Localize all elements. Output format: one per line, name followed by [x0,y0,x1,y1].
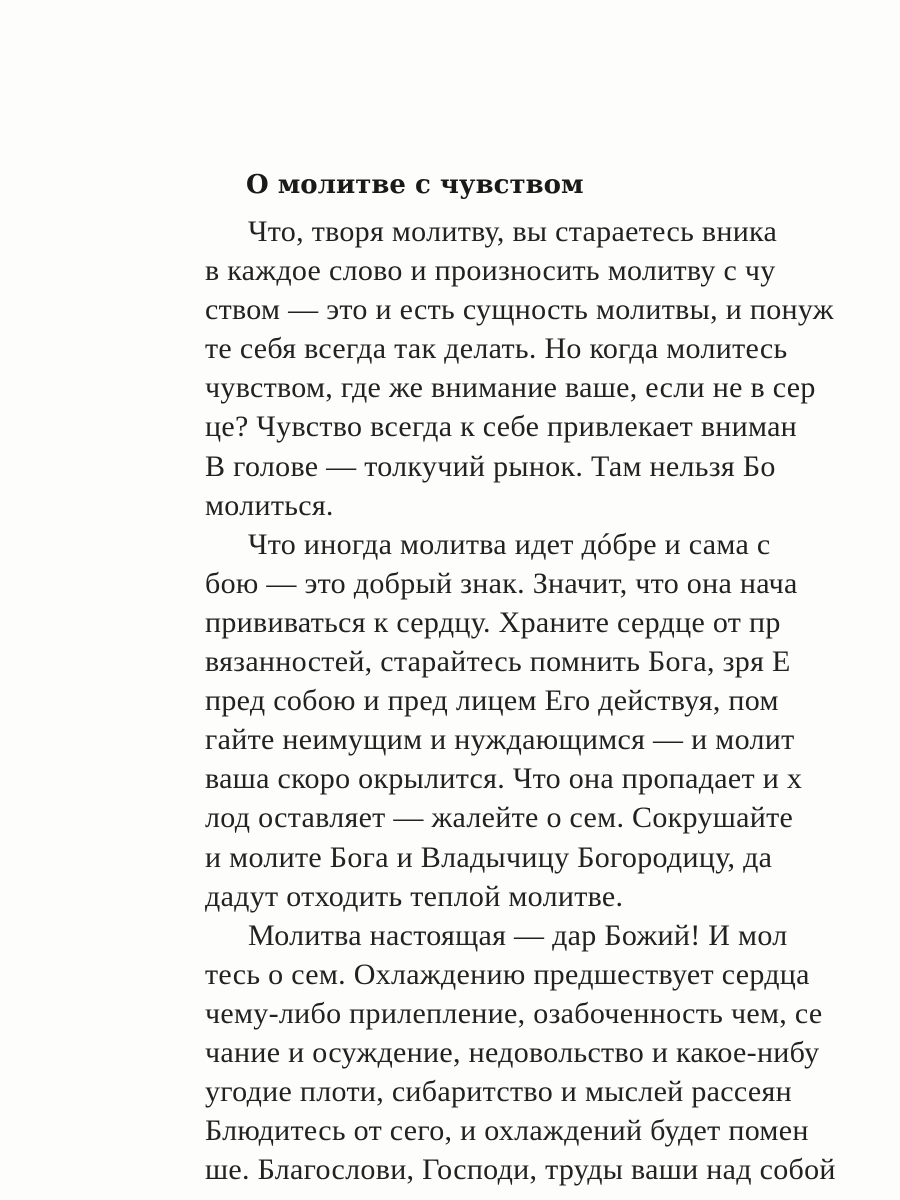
text-line: тесь о сем. Охлаждению предшествует сердца [205,957,810,991]
text-line: и молите Бога и Владычицу Богородицу, да [205,840,773,874]
text-line: це? Чувство всегда к себе привлекает вниман [205,410,798,444]
section-heading: О молитве с чувством [246,170,584,200]
text-line: ством — это и есть сущность молитвы, и понуж [205,293,834,327]
text-line: вязанностей, старайтесь помнить Бога, зря Е [205,645,791,679]
text-line: дадут отходить теплой молитве. [205,879,624,913]
text-line: лод оставляет — жалейте о сем. Сокрушайте [205,801,794,835]
text-line: те себя всегда так делать. Но когда молитесь [205,332,788,366]
text-line: пред собою и пред лицем Его действуя, пом [205,684,779,718]
text-line: прививаться к сердцу. Храните сердце от пр [205,605,781,639]
text-line: бою — это добрый знак. Значит, что она нача [205,566,798,600]
text-line: молиться. [205,488,334,522]
text-line: чание и осуждение, недовольство и какое-нибу [205,1035,820,1069]
text-line: Что, творя молитву, вы стараетесь вника [248,215,778,248]
text-line: Что иногда молитва идет дóбре и сама с [248,527,771,561]
text-line: чувством, где же внимание ваше, если не в сер [205,371,816,405]
text-line: в каждое слово и произносить молитву с чу [205,254,776,288]
text-line: Молитва настоящая — дар Божий! И мол [248,918,788,952]
text-line: В голове — толкучий рынок. Там нельзя Бо [205,449,776,483]
text-line: ше. Благослови, Господи, труды ваши над собой [205,1153,836,1187]
text-line: гайте неимущим и нуждающимся — и молит [205,723,795,757]
text-line: чему-либо прилепление, озабоченность чем, се [205,996,823,1030]
text-line: ваша скоро окрылится. Что она пропадает и х [205,762,803,796]
text-line: Блюдитесь от сего, и охлаждений будет помен [205,1114,809,1148]
body-text [205,212,900,1189]
text-line: угодие плоти, сибаритство и мыслей рассеян [205,1075,792,1109]
